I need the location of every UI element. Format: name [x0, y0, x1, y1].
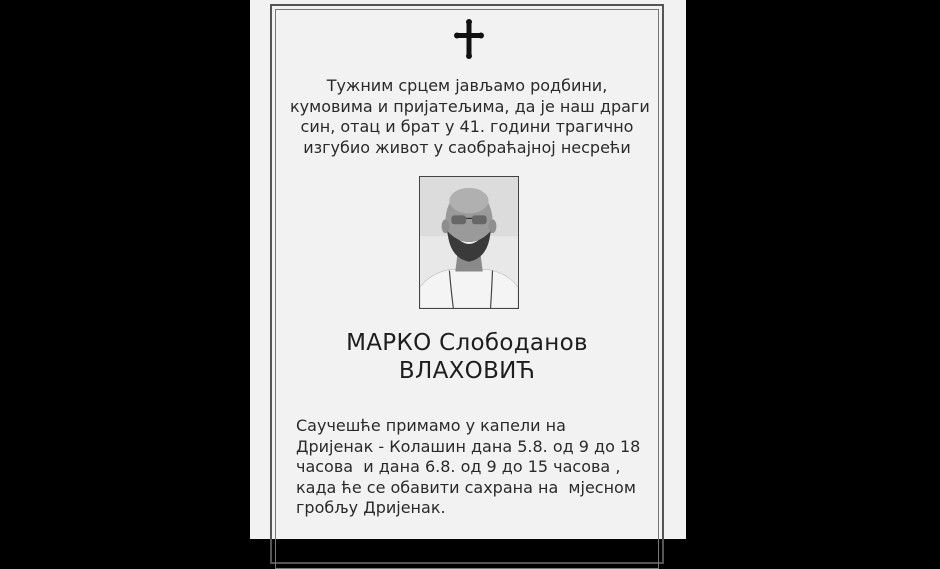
- intro-line: Тужним срцем јављамо родбини,: [326, 76, 608, 95]
- details-line: часова и дана 6.8. од 9 до 15 часова ,: [296, 457, 621, 476]
- deceased-name-line1: МАРКО Слободанов: [346, 330, 588, 356]
- intro-text: [290, 76, 650, 158]
- portrait-photo: [419, 176, 519, 309]
- details-line: када ће се обавити сахрана на мјесном: [296, 477, 636, 497]
- details-line: Саучешће примамо у капели на: [296, 416, 566, 435]
- details-line: Дријенак - Колашин дана 5.8. од 9 до 18: [296, 436, 641, 456]
- deceased-surname: ВЛАХОВИЋ: [398, 358, 536, 384]
- intro-line: син, отац и брат у 41. години трагично: [300, 117, 634, 136]
- details-line: гробљу Дријенак.: [296, 498, 446, 517]
- funeral-details: [296, 416, 656, 519]
- intro-line: кумовима и пријатељима, да је наш драги: [290, 96, 650, 116]
- intro-line: изгубио живот у саобраћајној несрећи: [303, 137, 631, 157]
- orthodox-cross-icon: [454, 19, 484, 59]
